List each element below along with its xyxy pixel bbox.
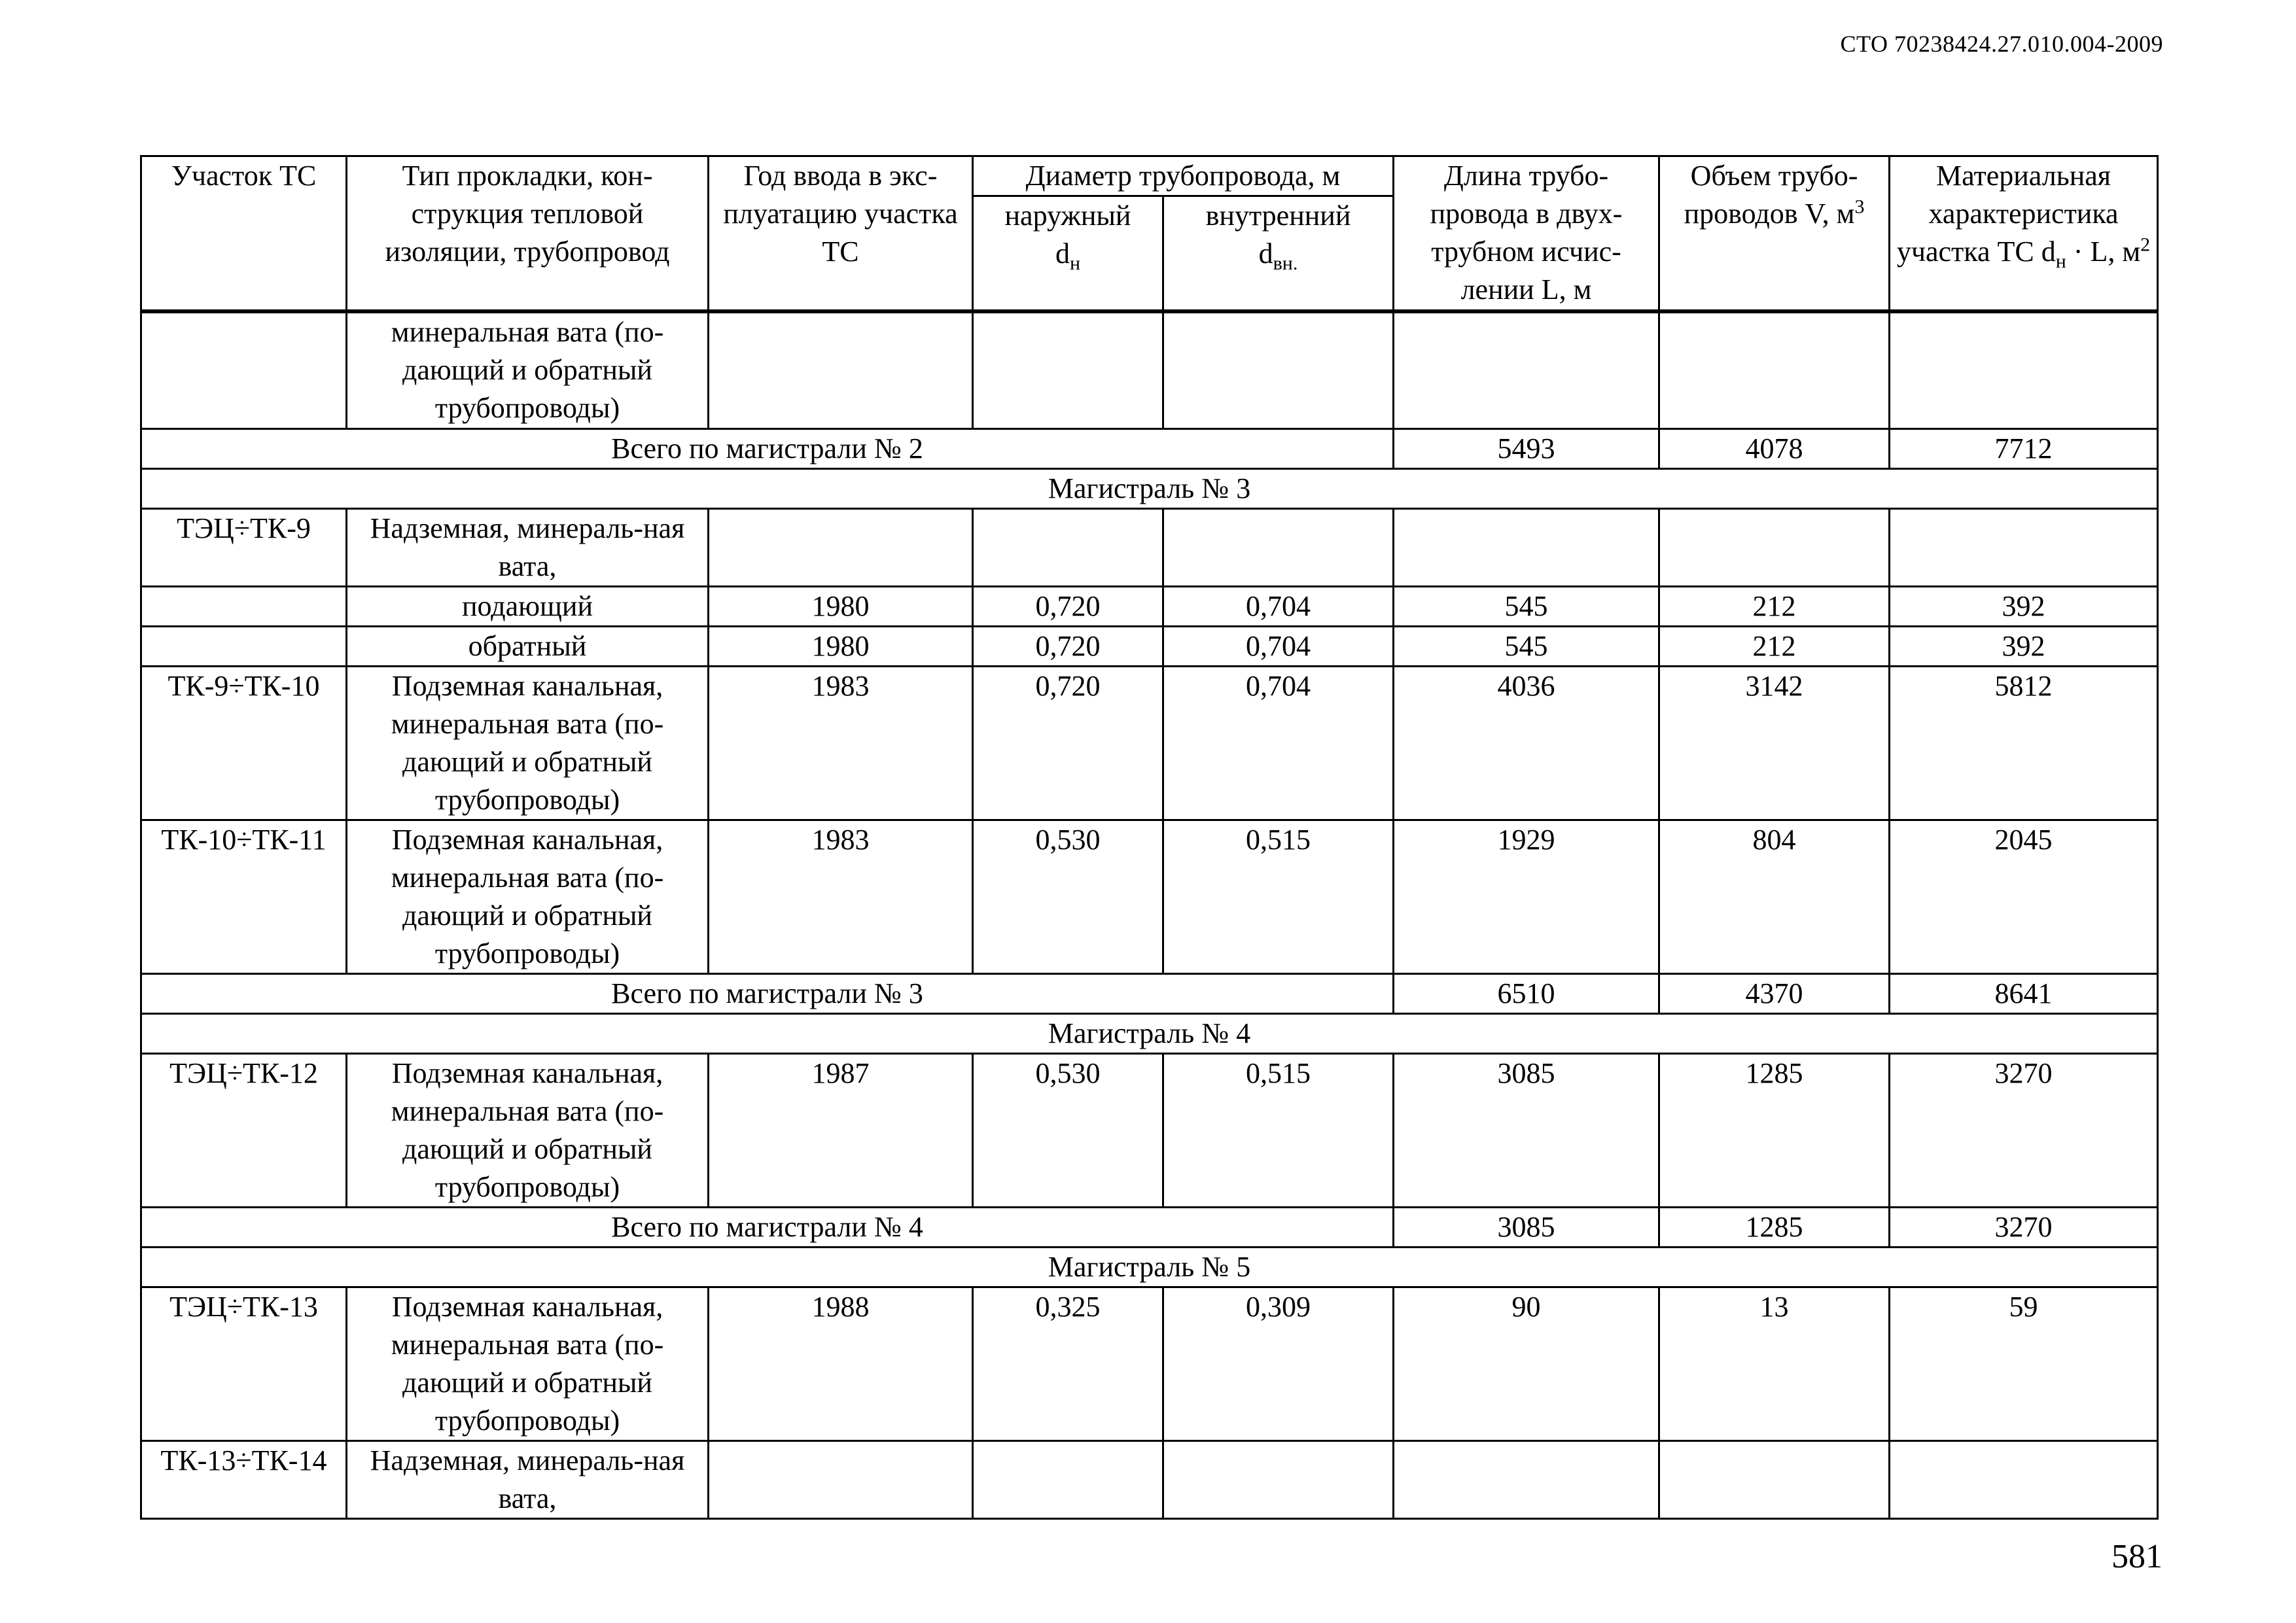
cell-section: ТЭЦ÷ТК-13 [141,1287,347,1441]
cell-year: 1983 [709,820,973,974]
cell-year [709,509,973,587]
header-diameter: Диаметр трубопровода, м [973,156,1394,196]
cell-length: 545 [1394,587,1659,627]
cell-type: Подземная канальная, минеральная вата (по-дающий и обратный трубопроводы) [347,1287,709,1441]
cell-inner: 0,309 [1163,1287,1394,1441]
cell-year: 1987 [709,1054,973,1208]
cell-length: 90 [1394,1287,1659,1441]
cell-section [141,311,347,429]
cell-inner: 0,704 [1163,667,1394,820]
cell-inner [1163,311,1394,429]
cell-outer [973,311,1163,429]
pipeline-table [140,155,2159,1520]
total-label: Всего по магистрали № 2 [141,429,1394,469]
cell-inner: 0,704 [1163,627,1394,667]
header-year: Год ввода в экс-плуатацию участка ТС [709,156,973,311]
cell-material: 392 [1890,627,2158,667]
cell-inner: 0,704 [1163,587,1394,627]
total-length: 6510 [1394,974,1659,1014]
cell-material: 392 [1890,587,2158,627]
header-inner-diameter: внутренний $d_{вн.}$ [1163,196,1394,311]
cell-year: 1980 [709,587,973,627]
cell-length [1394,509,1659,587]
table-row [141,1287,2158,1441]
cell-length: 3085 [1394,1054,1659,1208]
cell-type: Подземная канальная, минеральная вата (по-дающий и обратный трубопроводы) [347,667,709,820]
cell-volume: 1285 [1659,1054,1890,1208]
table-row [141,1054,2158,1208]
cell-section: ТЭЦ÷ТК-12 [141,1054,347,1208]
cell-material: 2045 [1890,820,2158,974]
section-title: Магистраль № 4 [141,1014,2158,1054]
cell-outer: 0,720 [973,587,1163,627]
cell-type: обратный [347,627,709,667]
table-header [141,156,2158,311]
section-row [141,469,2158,509]
header-material: Материальная характеристика участка ТС $d_н \cdot L$, $м^2$ [1890,156,2158,311]
cell-type: Подземная канальная, минеральная вата (по-дающий и обратный трубопроводы) [347,820,709,974]
cell-year [709,311,973,429]
cell-volume: 212 [1659,587,1890,627]
cell-material: 59 [1890,1287,2158,1441]
cell-year [709,1441,973,1519]
total-row [141,1208,2158,1248]
cell-section: ТЭЦ÷ТК-9 [141,509,347,587]
cell-inner: 0,515 [1163,1054,1394,1208]
table-row [141,667,2158,820]
cell-outer: 0,325 [973,1287,1163,1441]
total-volume: 4078 [1659,429,1890,469]
cell-inner [1163,509,1394,587]
cell-section: ТК-13÷ТК-14 [141,1441,347,1519]
cell-volume [1659,1441,1890,1519]
total-length: 5493 [1394,429,1659,469]
cell-type: Подземная канальная, минеральная вата (по-дающий и обратный трубопроводы) [347,1054,709,1208]
cell-type: Надземная, минераль-ная вата, [347,1441,709,1519]
total-material: 7712 [1890,429,2158,469]
document-code: СТО 70238424.27.010.004-2009 [1840,31,2163,57]
header-length: Длина трубо-провода в двух-трубном исчис-лении L, м [1394,156,1659,311]
table-row [141,587,2158,627]
total-volume: 4370 [1659,974,1890,1014]
total-length: 3085 [1394,1208,1659,1248]
cell-year: 1983 [709,667,973,820]
table-row [141,311,2158,429]
cell-volume: 3142 [1659,667,1890,820]
table-row [141,820,2158,974]
cell-length: 4036 [1394,667,1659,820]
table-row [141,1441,2158,1519]
section-title: Магистраль № 3 [141,469,2158,509]
cell-section: ТК-10÷ТК-11 [141,820,347,974]
table-body [141,311,2158,1519]
total-label: Всего по магистрали № 3 [141,974,1394,1014]
cell-material [1890,311,2158,429]
cell-material: 3270 [1890,1054,2158,1208]
section-row [141,1014,2158,1054]
cell-inner: 0,515 [1163,820,1394,974]
cell-length [1394,311,1659,429]
cell-volume [1659,311,1890,429]
cell-volume: 13 [1659,1287,1890,1441]
cell-outer [973,509,1163,587]
total-volume: 1285 [1659,1208,1890,1248]
cell-section [141,627,347,667]
cell-type: Надземная, минераль-ная вата, [347,509,709,587]
cell-outer [973,1441,1163,1519]
cell-year: 1980 [709,627,973,667]
section-title: Магистраль № 5 [141,1248,2158,1287]
total-label: Всего по магистрали № 4 [141,1208,1394,1248]
header-type: Тип прокладки, кон-струкция тепловой изоляции, трубопровод [347,156,709,311]
cell-outer: 0,720 [973,667,1163,820]
cell-volume [1659,509,1890,587]
section-row [141,1248,2158,1287]
cell-length: 545 [1394,627,1659,667]
total-material: 3270 [1890,1208,2158,1248]
page-number: 581 [2111,1538,2163,1575]
cell-material [1890,509,2158,587]
cell-outer: 0,720 [973,627,1163,667]
total-row [141,974,2158,1014]
cell-material [1890,1441,2158,1519]
cell-outer: 0,530 [973,1054,1163,1208]
total-row [141,429,2158,469]
cell-material: 5812 [1890,667,2158,820]
table-row [141,509,2158,587]
cell-type: подающий [347,587,709,627]
cell-volume: 804 [1659,820,1890,974]
cell-section [141,587,347,627]
total-material: 8641 [1890,974,2158,1014]
cell-inner [1163,1441,1394,1519]
header-section: Участок ТС [141,156,347,311]
cell-volume: 212 [1659,627,1890,667]
cell-type: минеральная вата (по-дающий и обратный трубопроводы) [347,311,709,429]
cell-length [1394,1441,1659,1519]
table-row [141,627,2158,667]
cell-outer: 0,530 [973,820,1163,974]
header-volume: Объем трубо-проводов V, $м^3$ [1659,156,1890,311]
header-outer-diameter: наружный $d_н$ [973,196,1163,311]
cell-year: 1988 [709,1287,973,1441]
cell-length: 1929 [1394,820,1659,974]
cell-section: ТК-9÷ТК-10 [141,667,347,820]
